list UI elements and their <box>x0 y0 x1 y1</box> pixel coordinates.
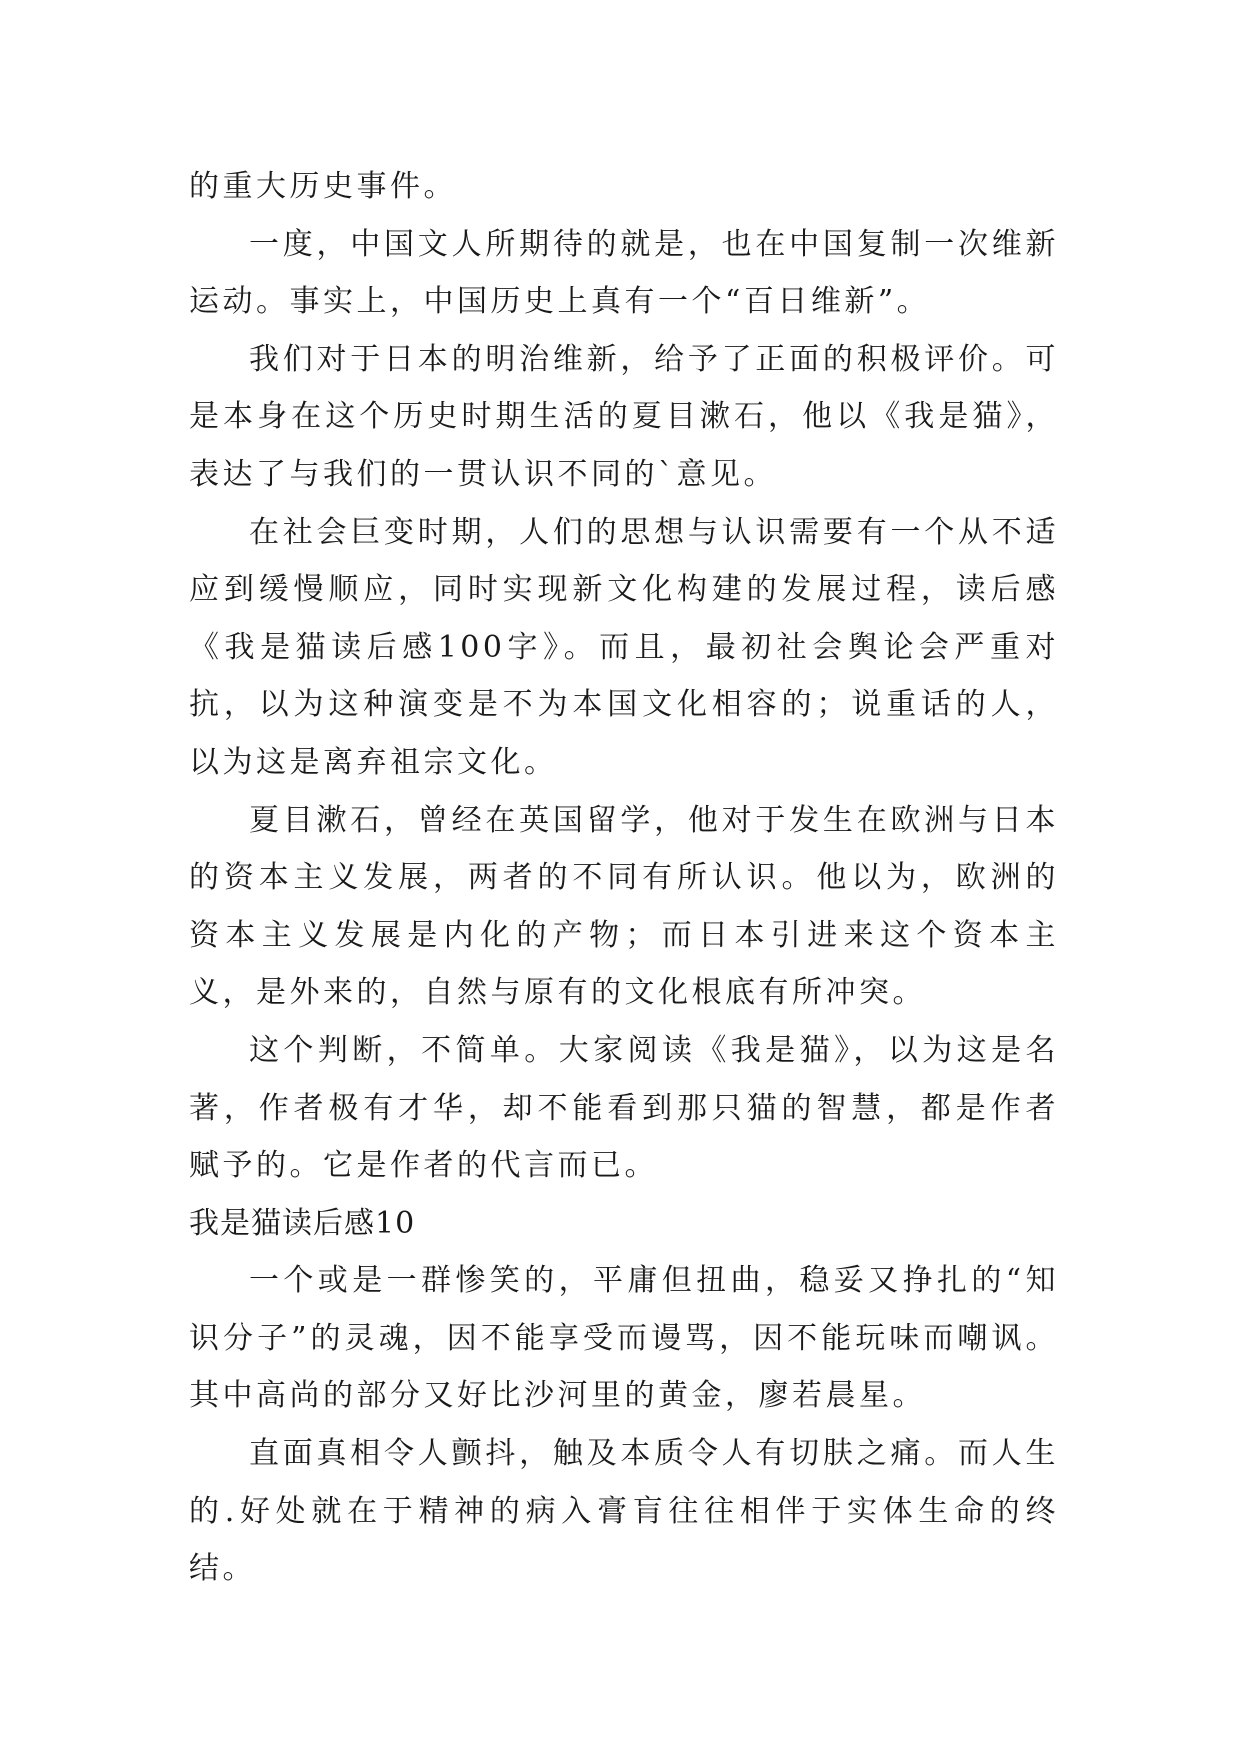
paragraph: 在社会巨变时期，人们的思想与认识需要有一个从不适应到缓慢顺应，同时实现新文化构建的发展过程，读后感《我是猫读后感100字》。而且，最初社会舆论会严重对抗，以为这种演变是不为本国文化相容的；说重话的人，以为这是离弃祖宗文化。 <box>189 514 1059 780</box>
paragraph-continuation: 的重大历史事件。 <box>189 169 457 204</box>
paragraph: 夏目漱石，曾经在英国留学，他对于发生在欧洲与日本的资本主义发展，两者的不同有所认识。他以为，欧洲的资本主义发展是内化的产物；而日本引进来这个资本主义，是外来的，自然与原有的文化根底有所冲突。 <box>189 802 1059 1011</box>
paragraph: 我们对于日本的明治维新，给予了正面的积极评价。可是本身在这个历史时期生活的夏目漱石，他以《我是猫》，表达了与我们的一贯认识不同的`意见。 <box>189 341 1059 492</box>
paragraph: 一度，中国文人所期待的就是，也在中国复制一次维新运动。事实上，中国历史上真有一个“百日维新”。 <box>189 226 1059 320</box>
section-heading: 我是猫读后感10 <box>189 1205 416 1241</box>
paragraph: 直面真相令人颤抖，触及本质令人有切肤之痛。而人生的.好处就在于精神的病入膏肓往往相伴于实体生命的终结。 <box>189 1436 1059 1587</box>
paragraph: 这个判断，不简单。大家阅读《我是猫》，以为这是名著，作者极有才华，却不能看到那只猫的智慧，都是作者赋予的。它是作者的代言而已。 <box>189 1032 1059 1184</box>
paragraph: 一个或是一群惨笑的，平庸但扭曲，稳妥又挣扎的“知识分子”的灵魂，因不能享受而谩骂，因不能玩味而嘲讽。其中高尚的部分又好比沙河里的黄金，廖若晨星。 <box>189 1263 1059 1414</box>
document-body <box>189 158 1059 1598</box>
